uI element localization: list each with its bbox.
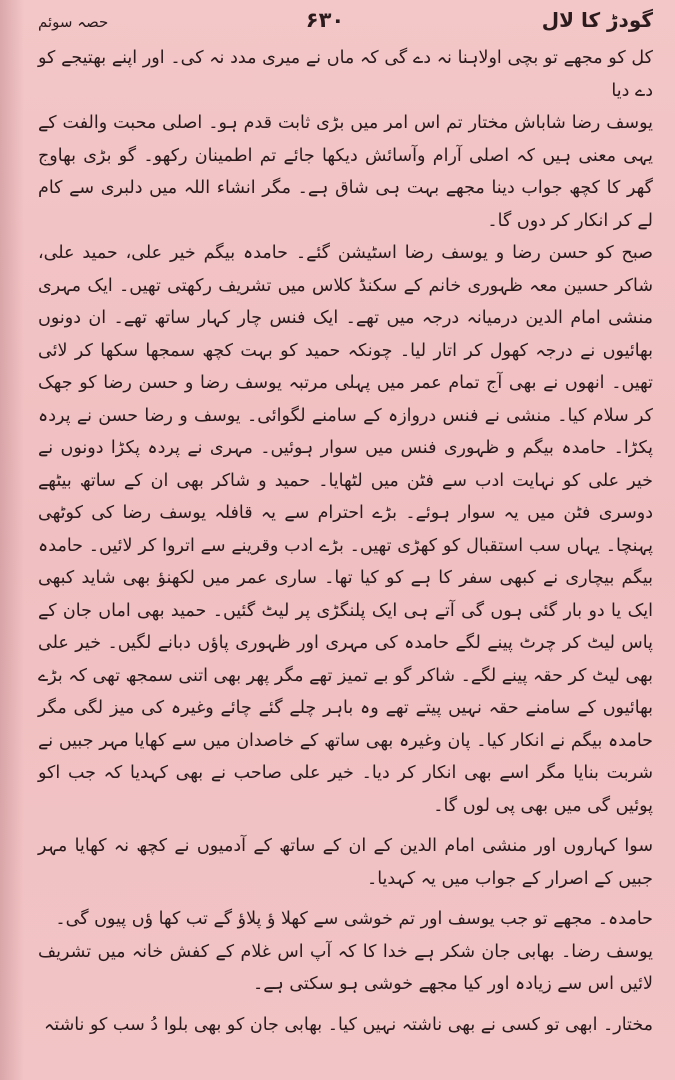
dialogue-line: حامدہ۔ مجھے تو جب یوسف اور تم خوشی سے کھلا ؤ پلاؤ گے تب کھا ؤں پیوں گی۔ — [55, 909, 653, 929]
dialogue-line: مختار۔ ابھی تو کسی نے بھی ناشتہ نہیں کیا۔ بھابی جان کو بھی بلوا دُ سب کو ناشتہ — [44, 1014, 653, 1035]
paragraph: سوا کہاروں اور منشی امام الدین کے ان کے ساتھ کے آدمیوں نے کچھ نہ کھایا مہر جبیں کے اصرار کے جواب میں یہ کہدیا۔ — [38, 836, 653, 889]
paragraph: یوسف رضا شاباش مختار تم اس امر میں بڑی ثابت قدم ہو۔ اصلی محبت والفت کے یہی معنی ہیں کہ اصلی آرام وآسائش دیکھا جائے تم اطمینان رکھو۔ گو بڑی بھاوج گھر کا کچھ جواب دینا مجھے بہت ہی شاق ہے۔ مگر انشاء اللہ میں دلبری سے کام لے کر انکار کر دوں گا۔ — [38, 113, 653, 231]
running-title: گودڑ کا لال — [541, 8, 653, 32]
page-body — [38, 42, 653, 1041]
paragraph: کل کو مجھے تو بچی اولاہنا نہ دے گی کہ ماں نے میری مدد نہ کی۔ اور اپنے بھتیجے کو دے دیا — [38, 48, 653, 101]
section-label: حصہ سوئم — [38, 13, 109, 31]
paragraph: صبح کو حسن رضا و یوسف رضا اسٹیشن گئے۔ حامدہ بیگم خیر علی، حمید علی، شاکر حسین معہ ظہوری خانم کے سکنڈ کلاس میں تشریف رکھتی تھیں۔ ایک مہری منشی امام الدین درمیانہ درجہ میں تھے۔ ایک فنس چار کہار ساتھ تھے۔ ان دونوں بھائیوں نے درجہ کھول کر اتار لیا۔ چونکہ حمید کو بہت کچھ سمجھا سکھا کر لائی تھیں۔ انھوں نے بھی آج تمام عمر میں پہلی مرتبہ یوسف رضا و حسن رضا کو جھک کر سلام کیا۔ منشی نے فنس دروازہ کے سامنے لگوائی۔ یوسف و رضا حسن نے پردہ پکڑا۔ حامدہ بیگم و ظہوری فنس میں سوار ہوئیں۔ مہری نے پردہ پکڑا دونوں نے خیر علی کو نہایت ادب سے فٹن میں لٹھایا۔ حمید و شاکر بھی ان کے ساتھ بیٹھے دوسری فٹن میں یہ سوار ہوئے۔ بڑے احترام سے یہ قافلہ یوسف رضا کی کوٹھی پہنچا۔ یہاں سب استقبال کو کھڑی تھیں۔ بڑے ادب وقرینے سے اتروا کر لائیں۔ حامدہ بیگم بیچاری نے کبھی سفر کا ہے کو کیا تھا۔ ساری عمر میں لکھنؤ بھی شاید کبھی ایک یا دو بار گئی ہوں گی آتے ہی ایک پلنگڑی پر لیٹ گئیں۔ حمید بھی اماں جان کے پاس لیٹ کر چرٹ پینے لگے حامدہ کی مہری اور ظہوری پاؤں دبانے لگیں۔ خیر علی بھی لیٹ کر حقہ پینے لگے۔ شاکر گو بے تمیز تھے مگر پھر بھی اتنی سمجھ تھی کہ بڑے بھائیوں کے سامنے حقہ نہیں پیتے تھے وہ باہر چلے گئے چائے وغیرہ کی میز لگی مگر حامدہ بیگم نے انکار کیا۔ پان وغیرہ بھی ساتھ کے خاصدان میں سے کھایا مہر جبیں نے شربت بنایا مگر اسے بھی انکار کر دیا۔ خیر علی صاحب نے بھی کہدیا کہ جب اکو پوئیں گی میں بھی پی لوں گا۔ — [38, 243, 653, 816]
page-number: ۶۳۰ — [305, 8, 345, 32]
dialogue-line: یوسف رضا۔ بھابی جان شکر ہے خدا کا کہ آپ اس غلام کے کفش خانہ میں تشریف لائیں اس سے زیادہ اور کیا مجھے خوشی ہو سکتی ہے۔ — [38, 941, 653, 994]
page-header — [38, 8, 653, 42]
